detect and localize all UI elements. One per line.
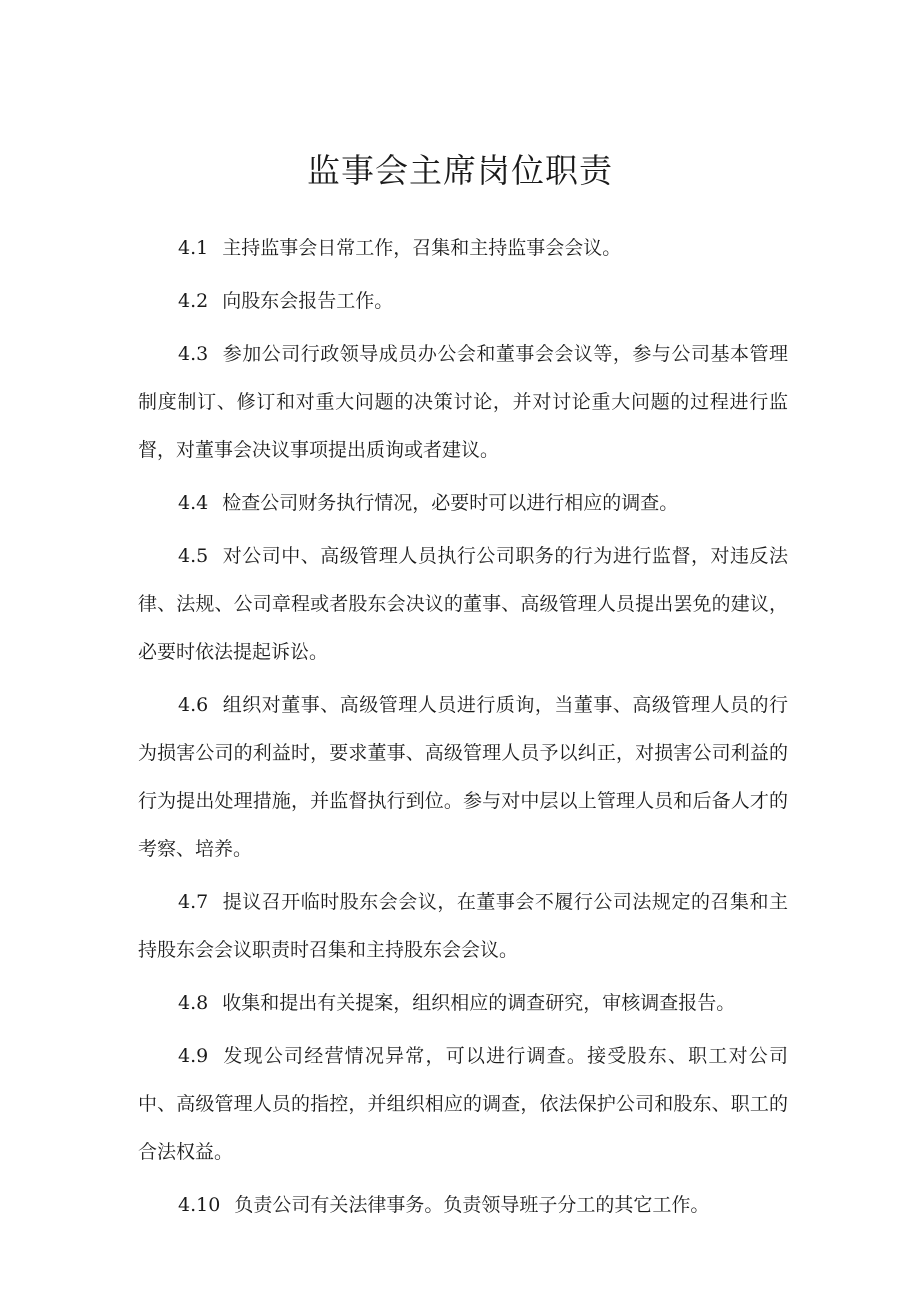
clause-text: 检查公司财务执行情况，必要时可以进行相应的调查。 [222,492,679,514]
clause-4-1 [138,224,788,272]
clause-4-9 [138,1032,788,1176]
clause-number: 4.6 [178,694,209,716]
clause-text: 对公司中、高级管理人员执行公司职务的行为进行监督，对违反法律、法规、公司章程或者股东会决议的董事、高级管理人员提出罢免的建议，必要时依法提起诉讼。 [138,545,788,663]
clause-number: 4.5 [178,545,209,567]
clause-number: 4.10 [178,1194,221,1216]
clause-text: 参加公司行政领导成员办公会和董事会会议等，参与公司基本管理制度制订、修订和对重大问题的决策讨论，并对讨论重大问题的过程进行监督，对董事会决议事项提出质询或者建议。 [138,343,788,461]
document-title: 监事会主席岗位职责 [307,151,613,190]
clause-text: 组织对董事、高级管理人员进行质询，当董事、高级管理人员的行为损害公司的利益时，要求董事、高级管理人员予以纠正，对损害公司利益的行为提出处理措施，并监督执行到位。参与对中层以上管理人员和后备人才的考察、培养。 [138,694,788,860]
clause-4-10 [138,1181,788,1229]
clause-number: 4.4 [178,492,209,514]
clause-number: 4.7 [178,891,209,913]
clause-4-5 [138,532,788,676]
clause-text: 负责公司有关法律事务。负责领导班子分工的其它工作。 [234,1194,710,1216]
clause-list [138,224,788,1234]
clause-text: 发现公司经营情况异常，可以进行调查。接受股东、职工对公司中、高级管理人员的指控，并组织相应的调查，依法保护公司和股东、职工的合法权益。 [138,1045,788,1163]
clause-4-8 [138,979,788,1027]
clause-text: 主持监事会日常工作，召集和主持监事会会议。 [222,237,622,259]
clause-4-2 [138,277,788,325]
clause-4-7 [138,878,788,974]
clause-number: 4.8 [178,992,209,1014]
clause-4-4 [138,479,788,527]
clause-text: 提议召开临时股东会会议，在董事会不履行公司法规定的召集和主持股东会会议职责时召集和主持股东会会议。 [138,891,788,961]
clause-number: 4.1 [178,237,209,259]
clause-text: 收集和提出有关提案，组织相应的调查研究，审核调查报告。 [222,992,736,1014]
clause-number: 4.3 [178,343,209,365]
clause-number: 4.9 [178,1045,209,1067]
clause-text: 向股东会报告工作。 [222,290,394,312]
clause-4-3 [138,330,788,474]
clause-number: 4.2 [178,290,209,312]
clause-4-6 [138,681,788,873]
